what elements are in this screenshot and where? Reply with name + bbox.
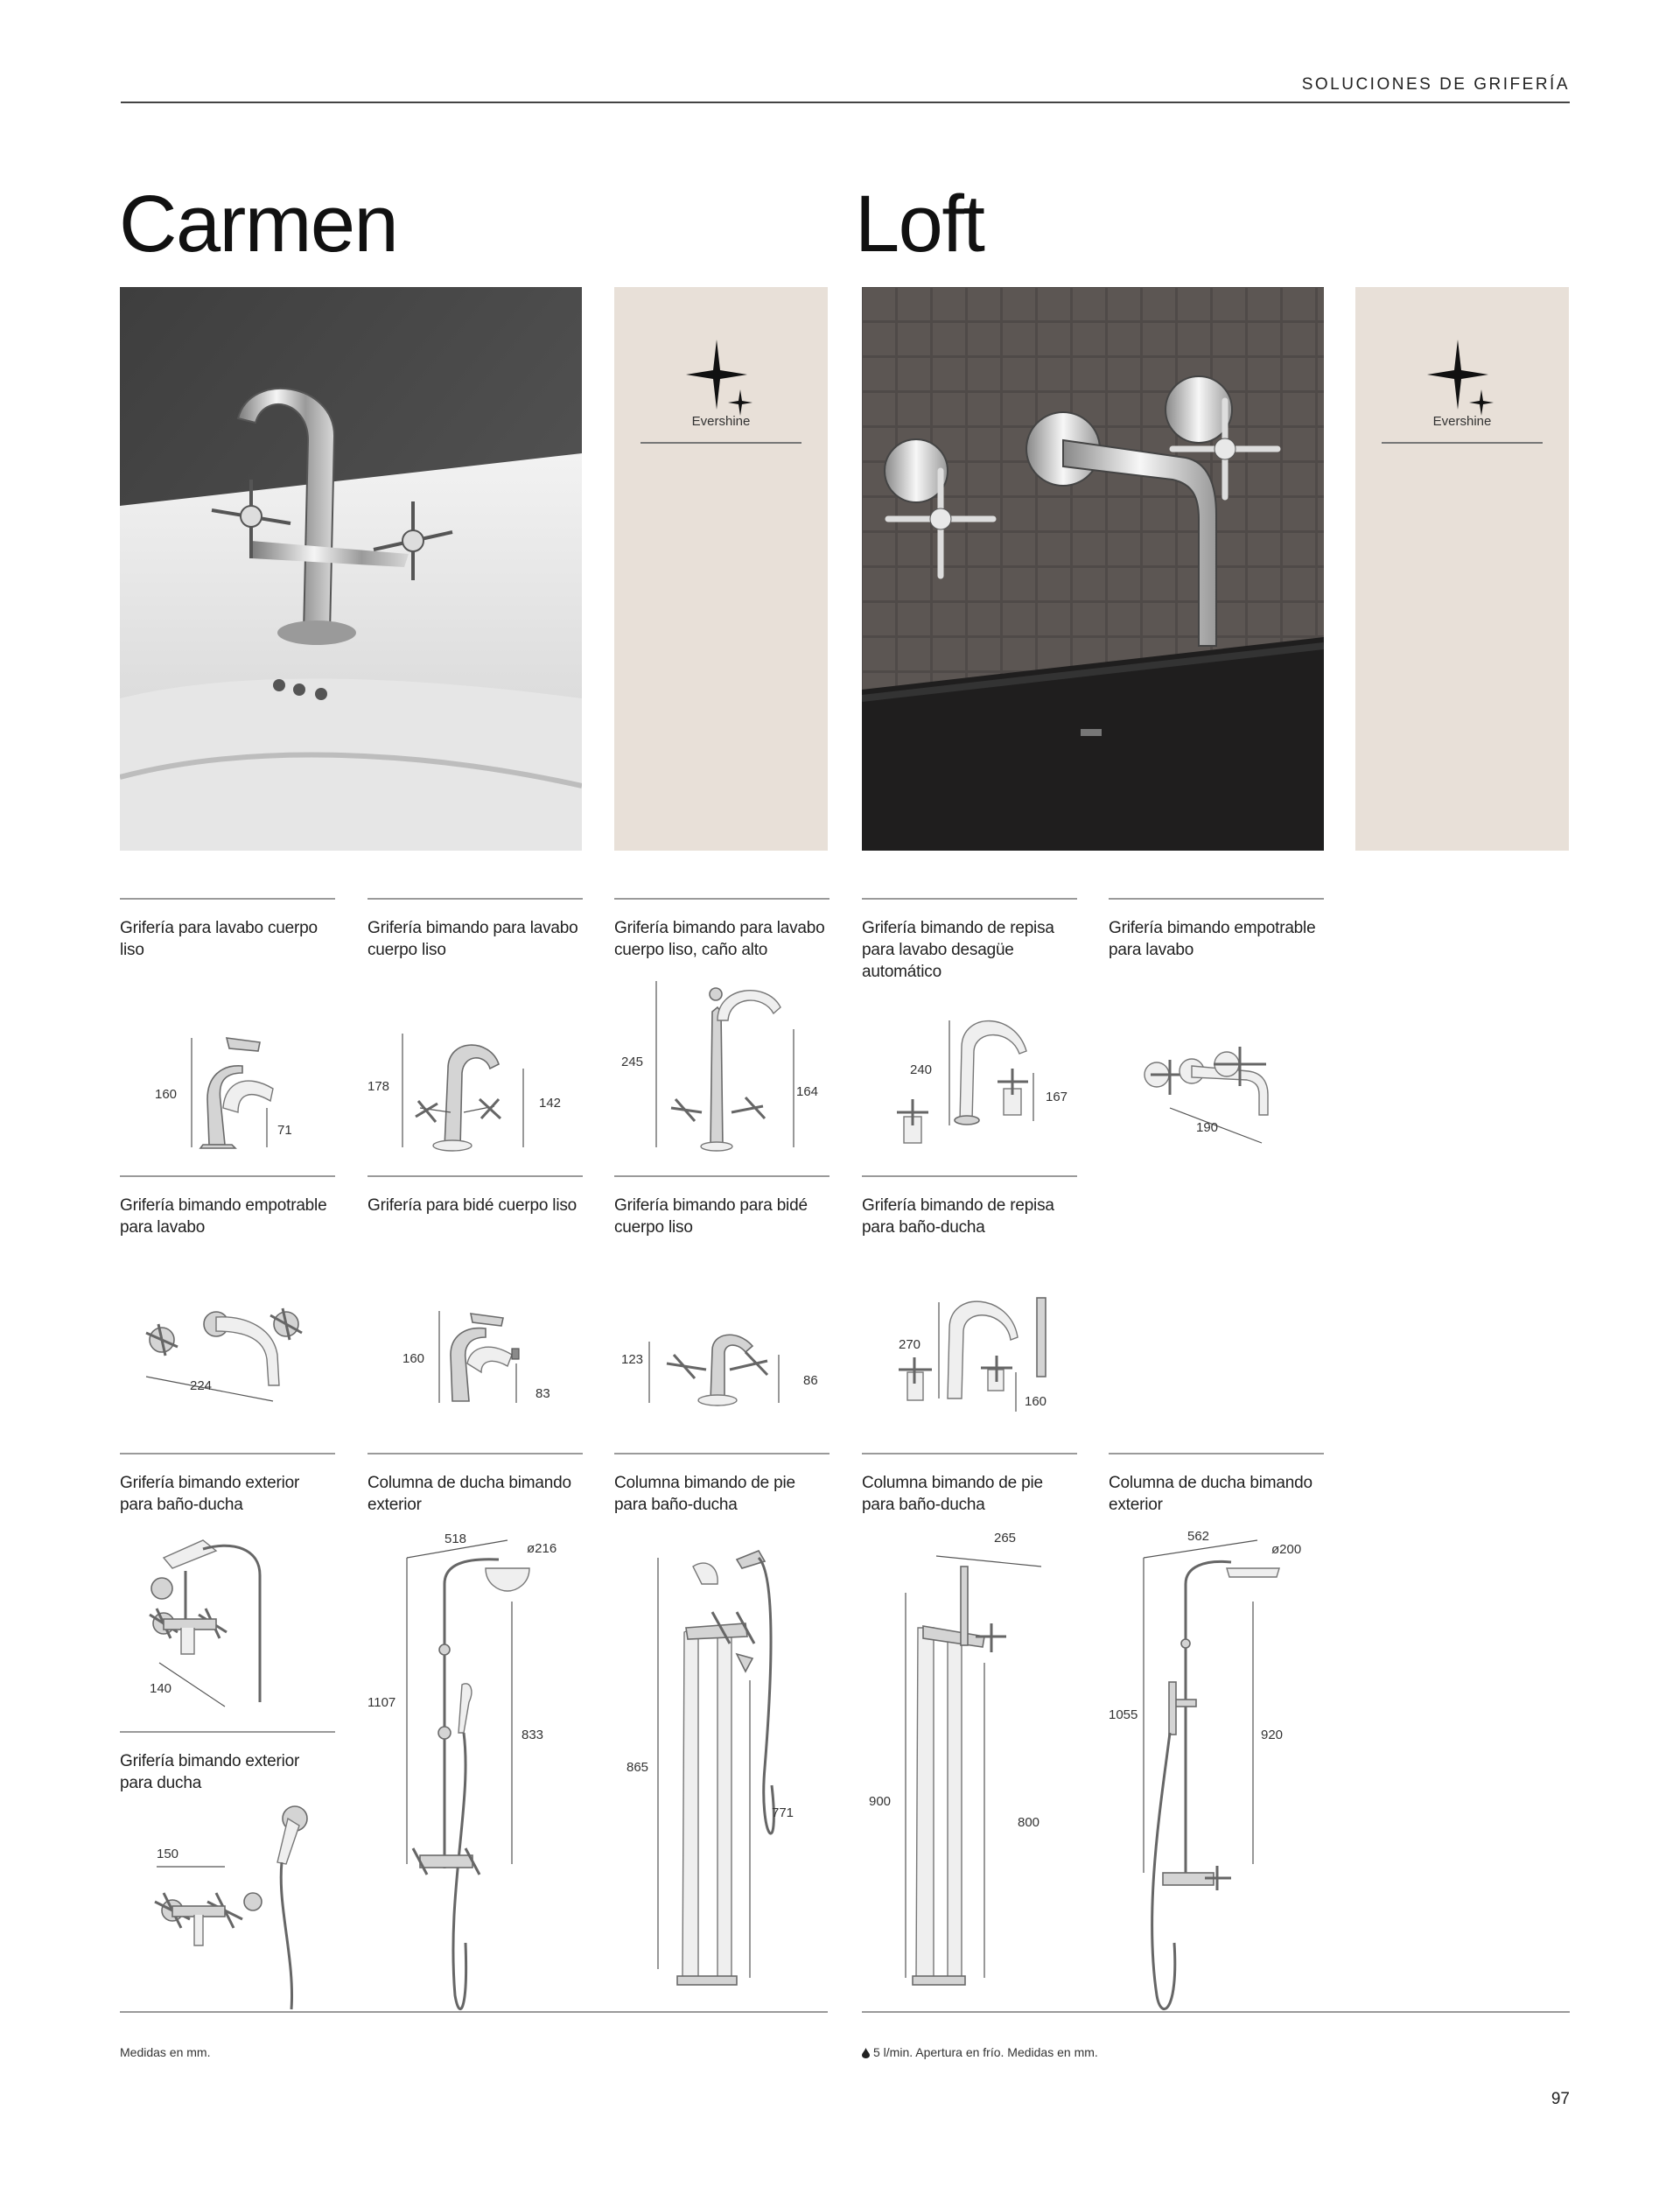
product-cell xyxy=(614,1175,830,1438)
product-cell xyxy=(862,1175,1077,1438)
product-cell xyxy=(368,1175,583,1438)
dimension-label: 178 xyxy=(368,1079,390,1094)
product-label: Grifería bimando para bidé cuerpo liso xyxy=(614,1196,808,1237)
dimension-label: 270 xyxy=(899,1337,921,1352)
product-label: Columna bimando de pie para baño-ducha xyxy=(614,1474,795,1514)
product-label: Columna de ducha bimando exterior xyxy=(368,1474,571,1514)
dimension-label: 920 xyxy=(1261,1728,1284,1742)
product-cell xyxy=(1109,898,1324,1160)
dimension-label: 164 xyxy=(796,1084,819,1099)
footnote-text: 5 l/min. Apertura en frío. Medidas en mm. xyxy=(873,2045,1098,2059)
product-label: Grifería para lavabo cuerpo liso xyxy=(120,919,318,959)
badge-rule xyxy=(1382,442,1543,444)
dimension-label: 240 xyxy=(910,1062,933,1077)
product-label: Grifería bimando de repisa para baño-ducha xyxy=(862,1196,1054,1237)
product-cell xyxy=(368,898,583,1160)
bath-shower-mixer-drawing xyxy=(120,1453,335,1724)
dimension-label: 1055 xyxy=(1109,1707,1138,1722)
dimension-label: 265 xyxy=(994,1531,1017,1546)
faucet-single-lever-drawing xyxy=(120,898,335,1160)
loft-product-photo xyxy=(862,287,1324,851)
product-cell xyxy=(120,898,335,1160)
deck-bath-shower-drawing xyxy=(862,1175,1077,1438)
dimension-label: 160 xyxy=(155,1087,178,1102)
freestanding-bath-column-drawing xyxy=(614,1453,830,2013)
badge-rule xyxy=(640,442,802,444)
faucet-high-spout-drawing xyxy=(614,898,830,1160)
carmen-evershine-badge xyxy=(614,287,828,851)
water-drop-icon xyxy=(862,2047,870,2057)
product-cell xyxy=(368,1453,583,2013)
product-cell xyxy=(614,1453,830,2013)
product-label: Grifería bimando exterior para baño-ducha xyxy=(120,1474,300,1514)
wall-faucet-drawing xyxy=(120,1175,335,1438)
dimension-label: 224 xyxy=(190,1378,213,1393)
product-cell xyxy=(614,898,830,1160)
shower-column-drawing xyxy=(368,1453,583,2013)
shower-mixer-drawing xyxy=(120,1731,335,2011)
footer-rule-loft xyxy=(862,2011,1570,2013)
dimension-label: 865 xyxy=(626,1760,649,1775)
dimension-label: 518 xyxy=(444,1532,467,1546)
dimension-label: 86 xyxy=(803,1373,818,1388)
dimension-label: 160 xyxy=(1025,1394,1047,1409)
dimension-label: ø200 xyxy=(1271,1542,1302,1557)
dimension-label: 1107 xyxy=(368,1695,396,1710)
header-rule xyxy=(121,102,1570,103)
product-cell xyxy=(120,1731,335,2011)
dimension-label: 245 xyxy=(621,1055,644,1069)
dimension-label: 83 xyxy=(536,1386,550,1401)
footer-rule-carmen xyxy=(120,2011,828,2013)
product-cell xyxy=(1109,1453,1324,2013)
shower-column-drawing xyxy=(1109,1453,1324,2013)
product-label: Grifería bimando empotrable para lavabo xyxy=(120,1196,327,1237)
product-label: Grifería bimando empotrable para lavabo xyxy=(1109,919,1316,959)
loft-evershine-badge xyxy=(1355,287,1569,851)
product-label: Grifería bimando de repisa para lavabo desagüe automático xyxy=(862,919,1054,981)
sparkle-icon xyxy=(677,335,765,423)
dimension-label: 771 xyxy=(772,1805,794,1820)
product-label: Grifería para bidé cuerpo liso xyxy=(368,1196,578,1215)
page-number: 97 xyxy=(1550,2090,1570,2108)
dimension-label: 562 xyxy=(1187,1529,1210,1544)
product-cell xyxy=(862,898,1077,1160)
faucet-two-handle-drawing xyxy=(368,898,583,1160)
series-title-carmen: Carmen xyxy=(119,179,398,269)
dimension-label: 71 xyxy=(277,1123,292,1138)
dimension-label: 167 xyxy=(1046,1090,1068,1104)
bidet-two-handle-drawing xyxy=(614,1175,830,1438)
dimension-label: 140 xyxy=(150,1681,172,1696)
product-label: Grifería bimando exterior para ducha xyxy=(120,1752,300,1792)
dimension-label: 142 xyxy=(539,1096,562,1111)
product-label: Grifería bimando para lavabo cuerpo liso xyxy=(368,919,578,959)
section-label: SOLUCIONES DE GRIFERÍA xyxy=(1301,75,1570,94)
product-label: Grifería bimando para lavabo cuerpo liso, caño alto xyxy=(614,919,825,959)
dimension-label: 190 xyxy=(1196,1120,1219,1135)
product-cell xyxy=(120,1175,335,1438)
product-label: Columna bimando de pie para baño-ducha xyxy=(862,1474,1043,1514)
dimension-label: 800 xyxy=(1018,1815,1040,1830)
dimension-label: 123 xyxy=(621,1352,644,1367)
dimension-label: ø216 xyxy=(527,1541,557,1556)
dimension-label: 900 xyxy=(869,1794,892,1809)
badge-label: Evershine xyxy=(1432,414,1492,429)
product-cell xyxy=(862,1453,1077,2013)
deck-faucet-drawing xyxy=(862,898,1077,1160)
series-title-loft: Loft xyxy=(855,179,984,269)
sparkle-icon xyxy=(1418,335,1506,423)
footnote-carmen: Medidas en mm. xyxy=(120,2045,211,2059)
wall-faucet-drawing xyxy=(1109,898,1324,1160)
badge-label: Evershine xyxy=(691,414,751,429)
freestanding-bath-column-drawing xyxy=(862,1453,1077,2013)
dimension-label: 150 xyxy=(157,1847,179,1861)
dimension-label: 160 xyxy=(402,1351,425,1366)
dimension-label: 833 xyxy=(522,1728,544,1742)
carmen-product-photo xyxy=(120,287,582,851)
bidet-faucet-drawing xyxy=(368,1175,583,1438)
product-cell xyxy=(120,1453,335,1724)
product-label: Columna de ducha bimando exterior xyxy=(1109,1474,1312,1514)
footnote-loft xyxy=(862,2045,1098,2059)
